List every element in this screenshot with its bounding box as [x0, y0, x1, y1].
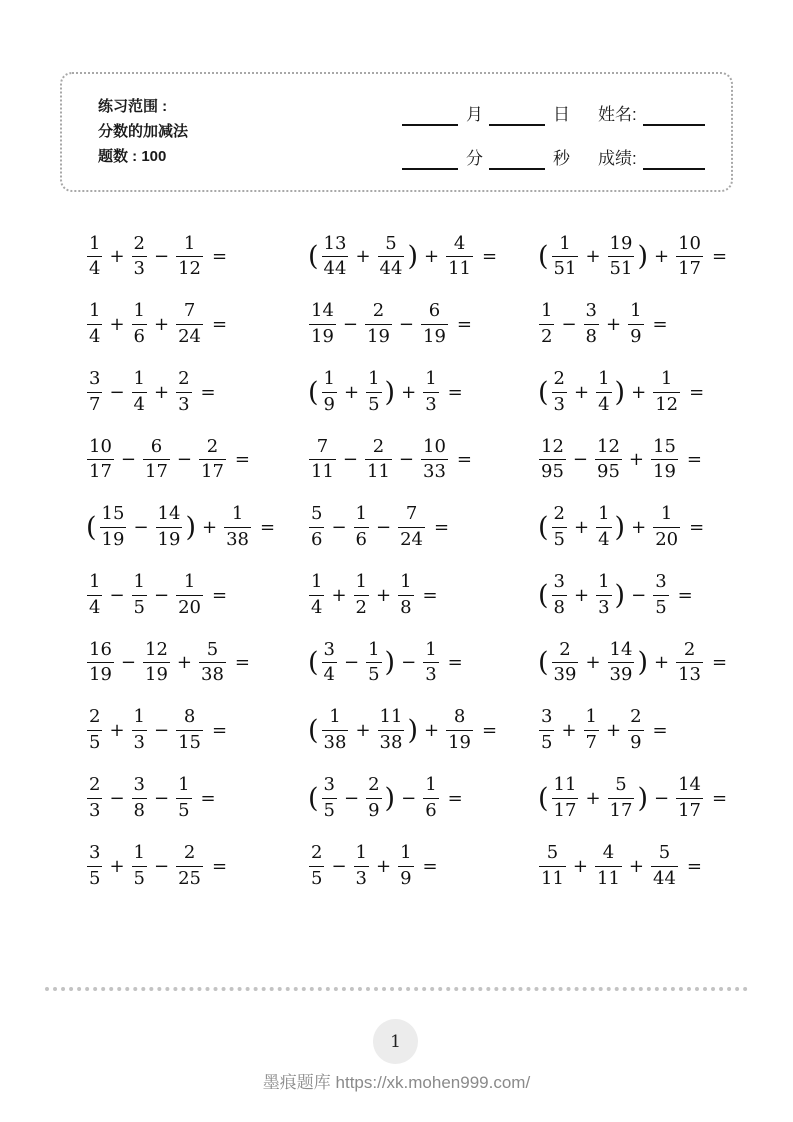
- fraction: $\frac{5}{44}$: [379, 232, 403, 280]
- fraction: $\frac{1}{20}$: [655, 503, 679, 551]
- problem: [537, 369, 793, 415]
- problem: [307, 843, 537, 889]
- minus-symbol: −: [109, 584, 125, 606]
- equals-symbol: =: [260, 517, 276, 539]
- fraction: $\frac{5}{44}$: [653, 841, 676, 889]
- day-blank-line: [489, 104, 545, 126]
- equals-symbol: =: [712, 652, 728, 674]
- score-blank-line: [643, 148, 705, 170]
- problem: [85, 843, 307, 889]
- plus-symbol: +: [585, 652, 601, 674]
- open-paren-symbol: (: [538, 376, 549, 408]
- close-paren-symbol: ): [407, 715, 418, 747]
- problem: [307, 707, 537, 753]
- equals-symbol: =: [689, 381, 705, 403]
- problem: [537, 843, 793, 889]
- fraction: $\frac{3}{7}$: [89, 368, 101, 415]
- fraction: $\frac{1}{12}$: [655, 368, 679, 415]
- fraction: $\frac{1}{5}$: [133, 841, 145, 889]
- equals-symbol: =: [200, 381, 216, 403]
- equals-symbol: =: [686, 855, 702, 877]
- fraction: $\frac{1}{7}$: [585, 706, 597, 754]
- problem-row: [85, 223, 793, 291]
- open-paren-symbol: (: [538, 782, 549, 814]
- problem-row: [85, 494, 793, 562]
- plus-symbol: +: [355, 246, 371, 268]
- fraction: $\frac{5}{17}$: [609, 774, 633, 821]
- close-paren-symbol: ): [614, 579, 626, 611]
- date-name-row: [402, 92, 722, 126]
- close-paren-symbol: ): [614, 512, 626, 544]
- fraction: $\frac{1}{4}$: [133, 368, 145, 415]
- minus-symbol: −: [133, 517, 149, 539]
- equals-symbol: =: [212, 855, 228, 877]
- open-paren-symbol: (: [538, 512, 549, 544]
- fraction: $\frac{1}{4}$: [598, 503, 610, 551]
- problem: [537, 301, 793, 347]
- fraction: $\frac{4}{11}$: [448, 232, 471, 280]
- minus-symbol: −: [344, 787, 360, 809]
- problems-grid: [0, 223, 793, 900]
- fraction: $\frac{3}{5}$: [541, 706, 553, 754]
- fraction: $\frac{2}{5}$: [89, 706, 101, 754]
- equals-symbol: =: [447, 787, 463, 809]
- fraction: $\frac{1}{5}$: [178, 774, 190, 821]
- plus-symbol: +: [574, 517, 590, 539]
- minute-label: 分: [466, 149, 483, 168]
- problem: [537, 775, 793, 821]
- minute-blank-line: [402, 148, 458, 170]
- minus-symbol: −: [561, 314, 577, 336]
- fraction: $\frac{1}{6}$: [355, 503, 367, 551]
- plus-symbol: +: [424, 246, 440, 268]
- close-paren-symbol: ): [384, 782, 396, 814]
- problem: [537, 707, 793, 753]
- fraction: $\frac{1}{6}$: [133, 300, 145, 348]
- fraction: $\frac{1}{2}$: [541, 300, 553, 348]
- equals-symbol: =: [212, 246, 228, 268]
- plus-symbol: +: [606, 720, 622, 742]
- scope-label: 练习范围 :: [98, 98, 168, 115]
- plus-symbol: +: [154, 381, 170, 403]
- fraction: $\frac{1}{20}$: [178, 571, 201, 618]
- plus-symbol: +: [376, 855, 392, 877]
- plus-symbol: +: [574, 584, 590, 606]
- open-paren-symbol: (: [538, 647, 549, 679]
- open-paren-symbol: (: [538, 241, 549, 273]
- minus-symbol: −: [654, 787, 670, 809]
- problem: [537, 572, 793, 618]
- equals-symbol: =: [447, 652, 463, 674]
- problem: [307, 369, 537, 415]
- problem: [85, 504, 307, 550]
- problem: [85, 234, 307, 280]
- month-label: 月: [466, 105, 483, 124]
- plus-symbol: +: [585, 246, 601, 268]
- equals-symbol: =: [422, 855, 438, 877]
- close-paren-symbol: ): [384, 376, 396, 408]
- name-blank-line: [643, 104, 705, 126]
- plus-symbol: +: [561, 720, 577, 742]
- second-blank-line: [489, 148, 545, 170]
- plus-symbol: +: [606, 314, 622, 336]
- close-paren-symbol: ): [614, 376, 626, 408]
- fraction: $\frac{2}{3}$: [133, 232, 145, 280]
- fraction: $\frac{1}{5}$: [133, 571, 145, 618]
- fraction: $\frac{1}{3}$: [425, 368, 437, 415]
- fraction: $\frac{1}{4}$: [89, 232, 101, 280]
- fraction: $\frac{14}{39}$: [609, 638, 633, 686]
- fraction: $\frac{2}{3}$: [89, 774, 101, 821]
- plus-symbol: +: [176, 652, 192, 674]
- fraction: $\frac{6}{19}$: [423, 300, 446, 348]
- plus-symbol: +: [631, 517, 647, 539]
- plus-symbol: +: [654, 246, 670, 268]
- footer-site: 墨痕题库 https://xk.mohen999.com/: [262, 1073, 531, 1092]
- fraction: $\frac{1}{4}$: [598, 368, 610, 415]
- fraction: $\frac{3}{8}$: [553, 571, 565, 618]
- fraction: $\frac{3}{8}$: [133, 774, 145, 821]
- problem: [85, 640, 307, 686]
- minus-symbol: −: [342, 449, 358, 471]
- fraction: $\frac{10}{17}$: [89, 435, 112, 483]
- fraction: $\frac{2}{5}$: [311, 841, 323, 889]
- equals-symbol: =: [652, 720, 668, 742]
- equals-symbol: =: [686, 449, 702, 471]
- fraction: $\frac{19}{51}$: [609, 232, 633, 280]
- problem: [85, 572, 307, 618]
- fraction: $\frac{1}{8}$: [400, 571, 412, 618]
- fraction: $\frac{3}{5}$: [655, 571, 667, 618]
- minus-symbol: −: [154, 584, 170, 606]
- fraction: $\frac{2}{39}$: [553, 638, 577, 686]
- fraction: $\frac{2}{9}$: [630, 706, 642, 754]
- problem: [537, 640, 793, 686]
- header-info: [98, 94, 188, 169]
- fraction: $\frac{11}{17}$: [553, 774, 577, 821]
- close-paren-symbol: ): [637, 241, 648, 273]
- equals-symbol: =: [212, 720, 228, 742]
- page-number: 1: [390, 1031, 401, 1052]
- day-label: 日: [553, 105, 570, 124]
- plus-symbol: +: [376, 584, 392, 606]
- header-fill-ins: [402, 92, 722, 180]
- fraction: $\frac{2}{17}$: [201, 435, 224, 483]
- fraction: $\frac{10}{17}$: [678, 232, 701, 280]
- fraction: $\frac{2}{19}$: [367, 300, 390, 348]
- equals-symbol: =: [677, 584, 693, 606]
- plus-symbol: +: [424, 720, 440, 742]
- fraction: $\frac{11}{38}$: [379, 706, 403, 754]
- plus-symbol: +: [109, 246, 125, 268]
- close-paren-symbol: ): [384, 647, 396, 679]
- equals-symbol: =: [200, 787, 216, 809]
- open-paren-symbol: (: [308, 376, 319, 408]
- open-paren-symbol: (: [308, 241, 319, 273]
- minus-symbol: −: [176, 449, 192, 471]
- fraction: $\frac{1}{3}$: [425, 638, 437, 686]
- problem: [307, 234, 537, 280]
- problem-row: [85, 291, 793, 359]
- fraction: $\frac{2}{3}$: [553, 368, 565, 415]
- time-score-row: [402, 136, 722, 170]
- fraction: $\frac{2}{3}$: [178, 368, 190, 415]
- problem: [307, 437, 537, 483]
- minus-symbol: −: [109, 381, 125, 403]
- minus-symbol: −: [154, 246, 170, 268]
- plus-symbol: +: [344, 381, 360, 403]
- fraction: $\frac{2}{25}$: [178, 841, 201, 889]
- fraction: $\frac{1}{4}$: [89, 300, 101, 348]
- fraction: $\frac{1}{51}$: [553, 232, 577, 280]
- fraction: $\frac{14}{17}$: [678, 774, 701, 821]
- fraction: $\frac{3}{5}$: [323, 774, 335, 821]
- plus-symbol: +: [331, 584, 347, 606]
- minus-symbol: −: [631, 584, 647, 606]
- problem: [307, 572, 537, 618]
- equals-symbol: =: [689, 517, 705, 539]
- equals-symbol: =: [234, 652, 250, 674]
- fraction: $\frac{1}{5}$: [368, 368, 380, 415]
- fraction: $\frac{1}{12}$: [178, 232, 201, 280]
- equals-symbol: =: [212, 584, 228, 606]
- bottom-dashed-divider: [45, 987, 748, 991]
- plus-symbol: +: [154, 314, 170, 336]
- minus-symbol: −: [401, 787, 417, 809]
- fraction: $\frac{7}{24}$: [178, 300, 201, 348]
- open-paren-symbol: (: [308, 782, 319, 814]
- equals-symbol: =: [234, 449, 250, 471]
- fraction: $\frac{4}{11}$: [597, 841, 620, 889]
- minus-symbol: −: [401, 652, 417, 674]
- plus-symbol: +: [628, 449, 644, 471]
- minus-symbol: −: [342, 314, 358, 336]
- plus-symbol: +: [202, 517, 218, 539]
- problem-row: [85, 358, 793, 426]
- minus-symbol: −: [331, 855, 347, 877]
- fraction: $\frac{1}{3}$: [598, 571, 610, 618]
- problem: [537, 234, 793, 280]
- fraction: $\frac{14}{19}$: [157, 503, 181, 551]
- score-label: 成绩:: [598, 149, 637, 168]
- fraction: $\frac{8}{19}$: [448, 706, 471, 754]
- equals-symbol: =: [482, 720, 498, 742]
- problem-row: [85, 832, 793, 900]
- problem: [85, 707, 307, 753]
- equals-symbol: =: [422, 584, 438, 606]
- problem: [85, 301, 307, 347]
- minus-symbol: −: [331, 517, 347, 539]
- fraction: $\frac{12}{95}$: [541, 435, 564, 483]
- question-count: 题数 : 100: [98, 148, 167, 165]
- fraction: $\frac{1}{4}$: [311, 571, 323, 618]
- fraction: $\frac{2}{11}$: [367, 435, 390, 483]
- open-paren-symbol: (: [538, 579, 549, 611]
- name-label: 姓名:: [598, 105, 637, 124]
- problem: [85, 775, 307, 821]
- open-paren-symbol: (: [308, 715, 319, 747]
- fraction: $\frac{1}{38}$: [226, 503, 249, 551]
- minus-symbol: −: [572, 449, 588, 471]
- fraction: $\frac{12}{95}$: [597, 435, 620, 483]
- fraction: $\frac{1}{3}$: [355, 841, 367, 889]
- equals-symbol: =: [212, 314, 228, 336]
- plus-symbol: +: [401, 381, 417, 403]
- minus-symbol: −: [120, 652, 136, 674]
- plus-symbol: +: [355, 720, 371, 742]
- equals-symbol: =: [482, 246, 498, 268]
- open-paren-symbol: (: [86, 512, 97, 544]
- problem-row: [85, 426, 793, 494]
- problem: [307, 640, 537, 686]
- plus-symbol: +: [585, 787, 601, 809]
- open-paren-symbol: (: [308, 647, 319, 679]
- problem: [537, 437, 793, 483]
- equals-symbol: =: [434, 517, 450, 539]
- fraction: $\frac{1}{5}$: [368, 638, 380, 686]
- equals-symbol: =: [652, 314, 668, 336]
- close-paren-symbol: ): [407, 241, 418, 273]
- problem: [537, 504, 793, 550]
- fraction: $\frac{10}{33}$: [423, 435, 446, 483]
- minus-symbol: −: [154, 855, 170, 877]
- problem-row: [85, 629, 793, 697]
- problem: [85, 437, 307, 483]
- problem-row: [85, 561, 793, 629]
- plus-symbol: +: [631, 381, 647, 403]
- plus-symbol: +: [109, 855, 125, 877]
- minus-symbol: −: [398, 449, 414, 471]
- fraction: $\frac{1}{9}$: [400, 841, 412, 889]
- minus-symbol: −: [398, 314, 414, 336]
- fraction: $\frac{13}{44}$: [323, 232, 347, 280]
- page-number-badge: [373, 1019, 418, 1064]
- second-label: 秒: [553, 149, 570, 168]
- fraction: $\frac{2}{5}$: [553, 503, 565, 551]
- equals-symbol: =: [712, 246, 728, 268]
- fraction: $\frac{8}{15}$: [178, 706, 201, 754]
- fraction: $\frac{1}{38}$: [323, 706, 347, 754]
- fraction: $\frac{3}{8}$: [585, 300, 597, 348]
- problem-row: [85, 765, 793, 833]
- fraction: $\frac{5}{6}$: [311, 503, 323, 551]
- plus-symbol: +: [574, 381, 590, 403]
- fraction: $\frac{1}{9}$: [630, 300, 642, 348]
- fraction: $\frac{1}{4}$: [89, 571, 101, 618]
- fraction: $\frac{1}{3}$: [133, 706, 145, 754]
- fraction: $\frac{14}{19}$: [311, 300, 334, 348]
- equals-symbol: =: [456, 449, 472, 471]
- problem: [85, 369, 307, 415]
- plus-symbol: +: [109, 314, 125, 336]
- fraction: $\frac{15}{19}$: [653, 435, 676, 483]
- plus-symbol: +: [654, 652, 670, 674]
- minus-symbol: −: [154, 787, 170, 809]
- fraction: $\frac{3}{5}$: [89, 841, 101, 889]
- scope-value: 分数的加减法: [98, 123, 189, 140]
- month-blank-line: [402, 104, 458, 126]
- plus-symbol: +: [628, 855, 644, 877]
- fraction: $\frac{15}{19}$: [101, 503, 125, 551]
- header-box: [60, 72, 733, 192]
- fraction: $\frac{7}{11}$: [311, 435, 334, 483]
- equals-symbol: =: [456, 314, 472, 336]
- problem: [307, 504, 537, 550]
- minus-symbol: −: [120, 449, 136, 471]
- plus-symbol: +: [572, 855, 588, 877]
- close-paren-symbol: ): [637, 647, 648, 679]
- fraction: $\frac{2}{9}$: [368, 774, 380, 821]
- problem-row: [85, 697, 793, 765]
- close-paren-symbol: ): [637, 782, 648, 814]
- close-paren-symbol: ): [185, 512, 196, 544]
- fraction: $\frac{1}{6}$: [425, 774, 437, 821]
- minus-symbol: −: [109, 787, 125, 809]
- problem: [307, 301, 537, 347]
- equals-symbol: =: [712, 787, 728, 809]
- fraction: $\frac{1}{9}$: [323, 368, 335, 415]
- minus-symbol: −: [154, 720, 170, 742]
- fraction: $\frac{6}{17}$: [145, 435, 168, 483]
- problem: [307, 775, 537, 821]
- fraction: $\frac{3}{4}$: [323, 638, 335, 686]
- equals-symbol: =: [447, 381, 463, 403]
- fraction: $\frac{7}{24}$: [400, 503, 423, 551]
- fraction: $\frac{1}{2}$: [355, 571, 367, 618]
- minus-symbol: −: [376, 517, 392, 539]
- fraction: $\frac{5}{38}$: [201, 638, 224, 686]
- fraction: $\frac{16}{19}$: [89, 638, 112, 686]
- fraction: $\frac{2}{13}$: [678, 638, 701, 686]
- fraction: $\frac{5}{11}$: [541, 841, 564, 889]
- fraction: $\frac{12}{19}$: [145, 638, 168, 686]
- plus-symbol: +: [109, 720, 125, 742]
- minus-symbol: −: [344, 652, 360, 674]
